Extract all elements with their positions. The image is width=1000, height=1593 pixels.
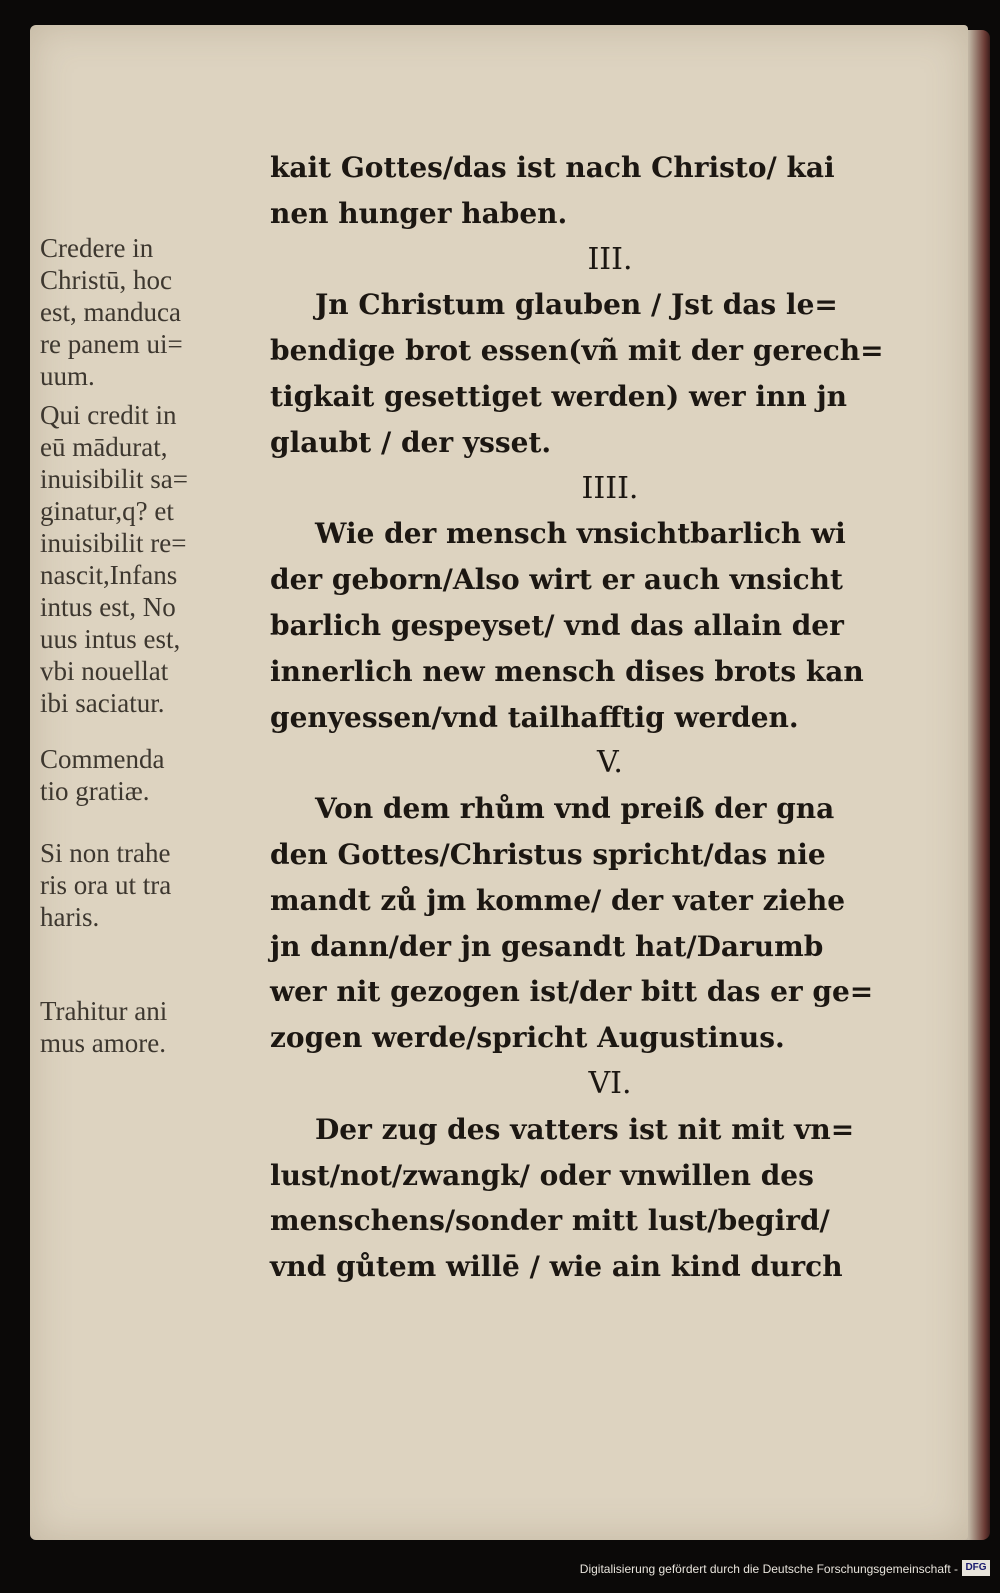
note-line: Christū, hoc: [40, 265, 172, 295]
section-numeral: VI.: [588, 1065, 632, 1101]
margin-note: [40, 995, 275, 1059]
note-line: inuisibilit re=: [40, 528, 187, 558]
text-line: mandt zů jm komme/ der vater ziehe: [270, 883, 846, 917]
note-line: re panem ui=: [40, 329, 183, 359]
text-line: glaubt / der ysset.: [270, 425, 552, 459]
text-line: den Gottes/Christus spricht/das nie: [270, 837, 826, 871]
note-line: inuisibilit sa=: [40, 464, 188, 494]
text-line: barlich gespeyset/ vnd das allain der: [270, 608, 844, 642]
note-line: eū mādurat,: [40, 432, 168, 462]
note-line: mus amore.: [40, 1028, 166, 1058]
text-line: Jn Christum glauben / Jst das le=: [315, 288, 838, 322]
margin-note: [40, 399, 275, 719]
note-line: vbi nouellat: [40, 656, 169, 686]
margin-note: [40, 232, 275, 392]
dfg-logo: DFG: [962, 1560, 990, 1576]
note-line: Qui credit in: [40, 400, 177, 430]
text-line: kait Gottes/das ist nach Christo/ kai: [270, 151, 835, 184]
margin-note: [40, 837, 275, 933]
footer-bar: [0, 1548, 1000, 1593]
section-numeral: IIII.: [581, 470, 639, 506]
text-line: zogen werde/spricht Augustinus.: [270, 1021, 785, 1055]
note-line: uus intus est,: [40, 624, 181, 654]
text-line: Der zug des vatters ist nit mit vn=: [315, 1112, 855, 1146]
text-line: menschens/sonder mitt lust/begird/: [270, 1204, 830, 1238]
text-line: Von dem rhům vnd preiß der gna: [315, 792, 835, 826]
text-line: vnd gůtem willē / wie ain kind durch: [270, 1250, 843, 1284]
text-line: tigkait gesettiget werden) wer inn jn: [270, 379, 847, 413]
note-line: uum.: [40, 361, 95, 391]
text-line: Wie der mensch vnsichtbarlich wi: [315, 517, 846, 551]
note-line: est, manduca: [40, 297, 181, 327]
text-line: innerlich new mensch dises brots kan: [270, 654, 864, 688]
section-numeral: III.: [587, 241, 633, 277]
note-line: ginatur,q? et: [40, 496, 174, 526]
margin-note: [40, 743, 275, 807]
note-line: ris ora ut tra: [40, 870, 172, 900]
text-line: wer nit gezogen ist/der bitt das er ge=: [270, 975, 874, 1009]
note-line: haris.: [40, 902, 100, 932]
text-line: nen hunger haben.: [270, 196, 568, 230]
note-line: Si non trahe: [40, 838, 171, 868]
main-text-block: [270, 145, 910, 1290]
note-line: nascit,Infans: [40, 560, 178, 590]
funding-credit: Digitalisierung gefördert durch die Deutsche Forschungsgemeinschaft -: [579, 1562, 958, 1576]
note-line: tio gratiæ.: [40, 776, 150, 806]
note-line: Trahitur ani: [40, 996, 168, 1026]
note-line: Commenda: [40, 744, 165, 774]
section-numeral: V.: [597, 745, 623, 781]
note-line: ibi saciatur.: [40, 688, 165, 718]
text-line: bendige brot essen(vñ mit der gerech=: [270, 334, 884, 368]
margin-notes: [40, 232, 275, 1059]
text-line: genyessen/vnd tailhafftig werden.: [270, 700, 799, 734]
note-line: Credere in: [40, 233, 154, 263]
text-line: lust/not/zwangk/ oder vnwillen des: [270, 1158, 814, 1192]
text-line: jn dann/der jn gesandt hat/Darumb: [270, 929, 824, 963]
text-line: der geborn/Also wirt er auch vnsicht: [270, 563, 843, 597]
note-line: intus est, No: [40, 592, 176, 622]
